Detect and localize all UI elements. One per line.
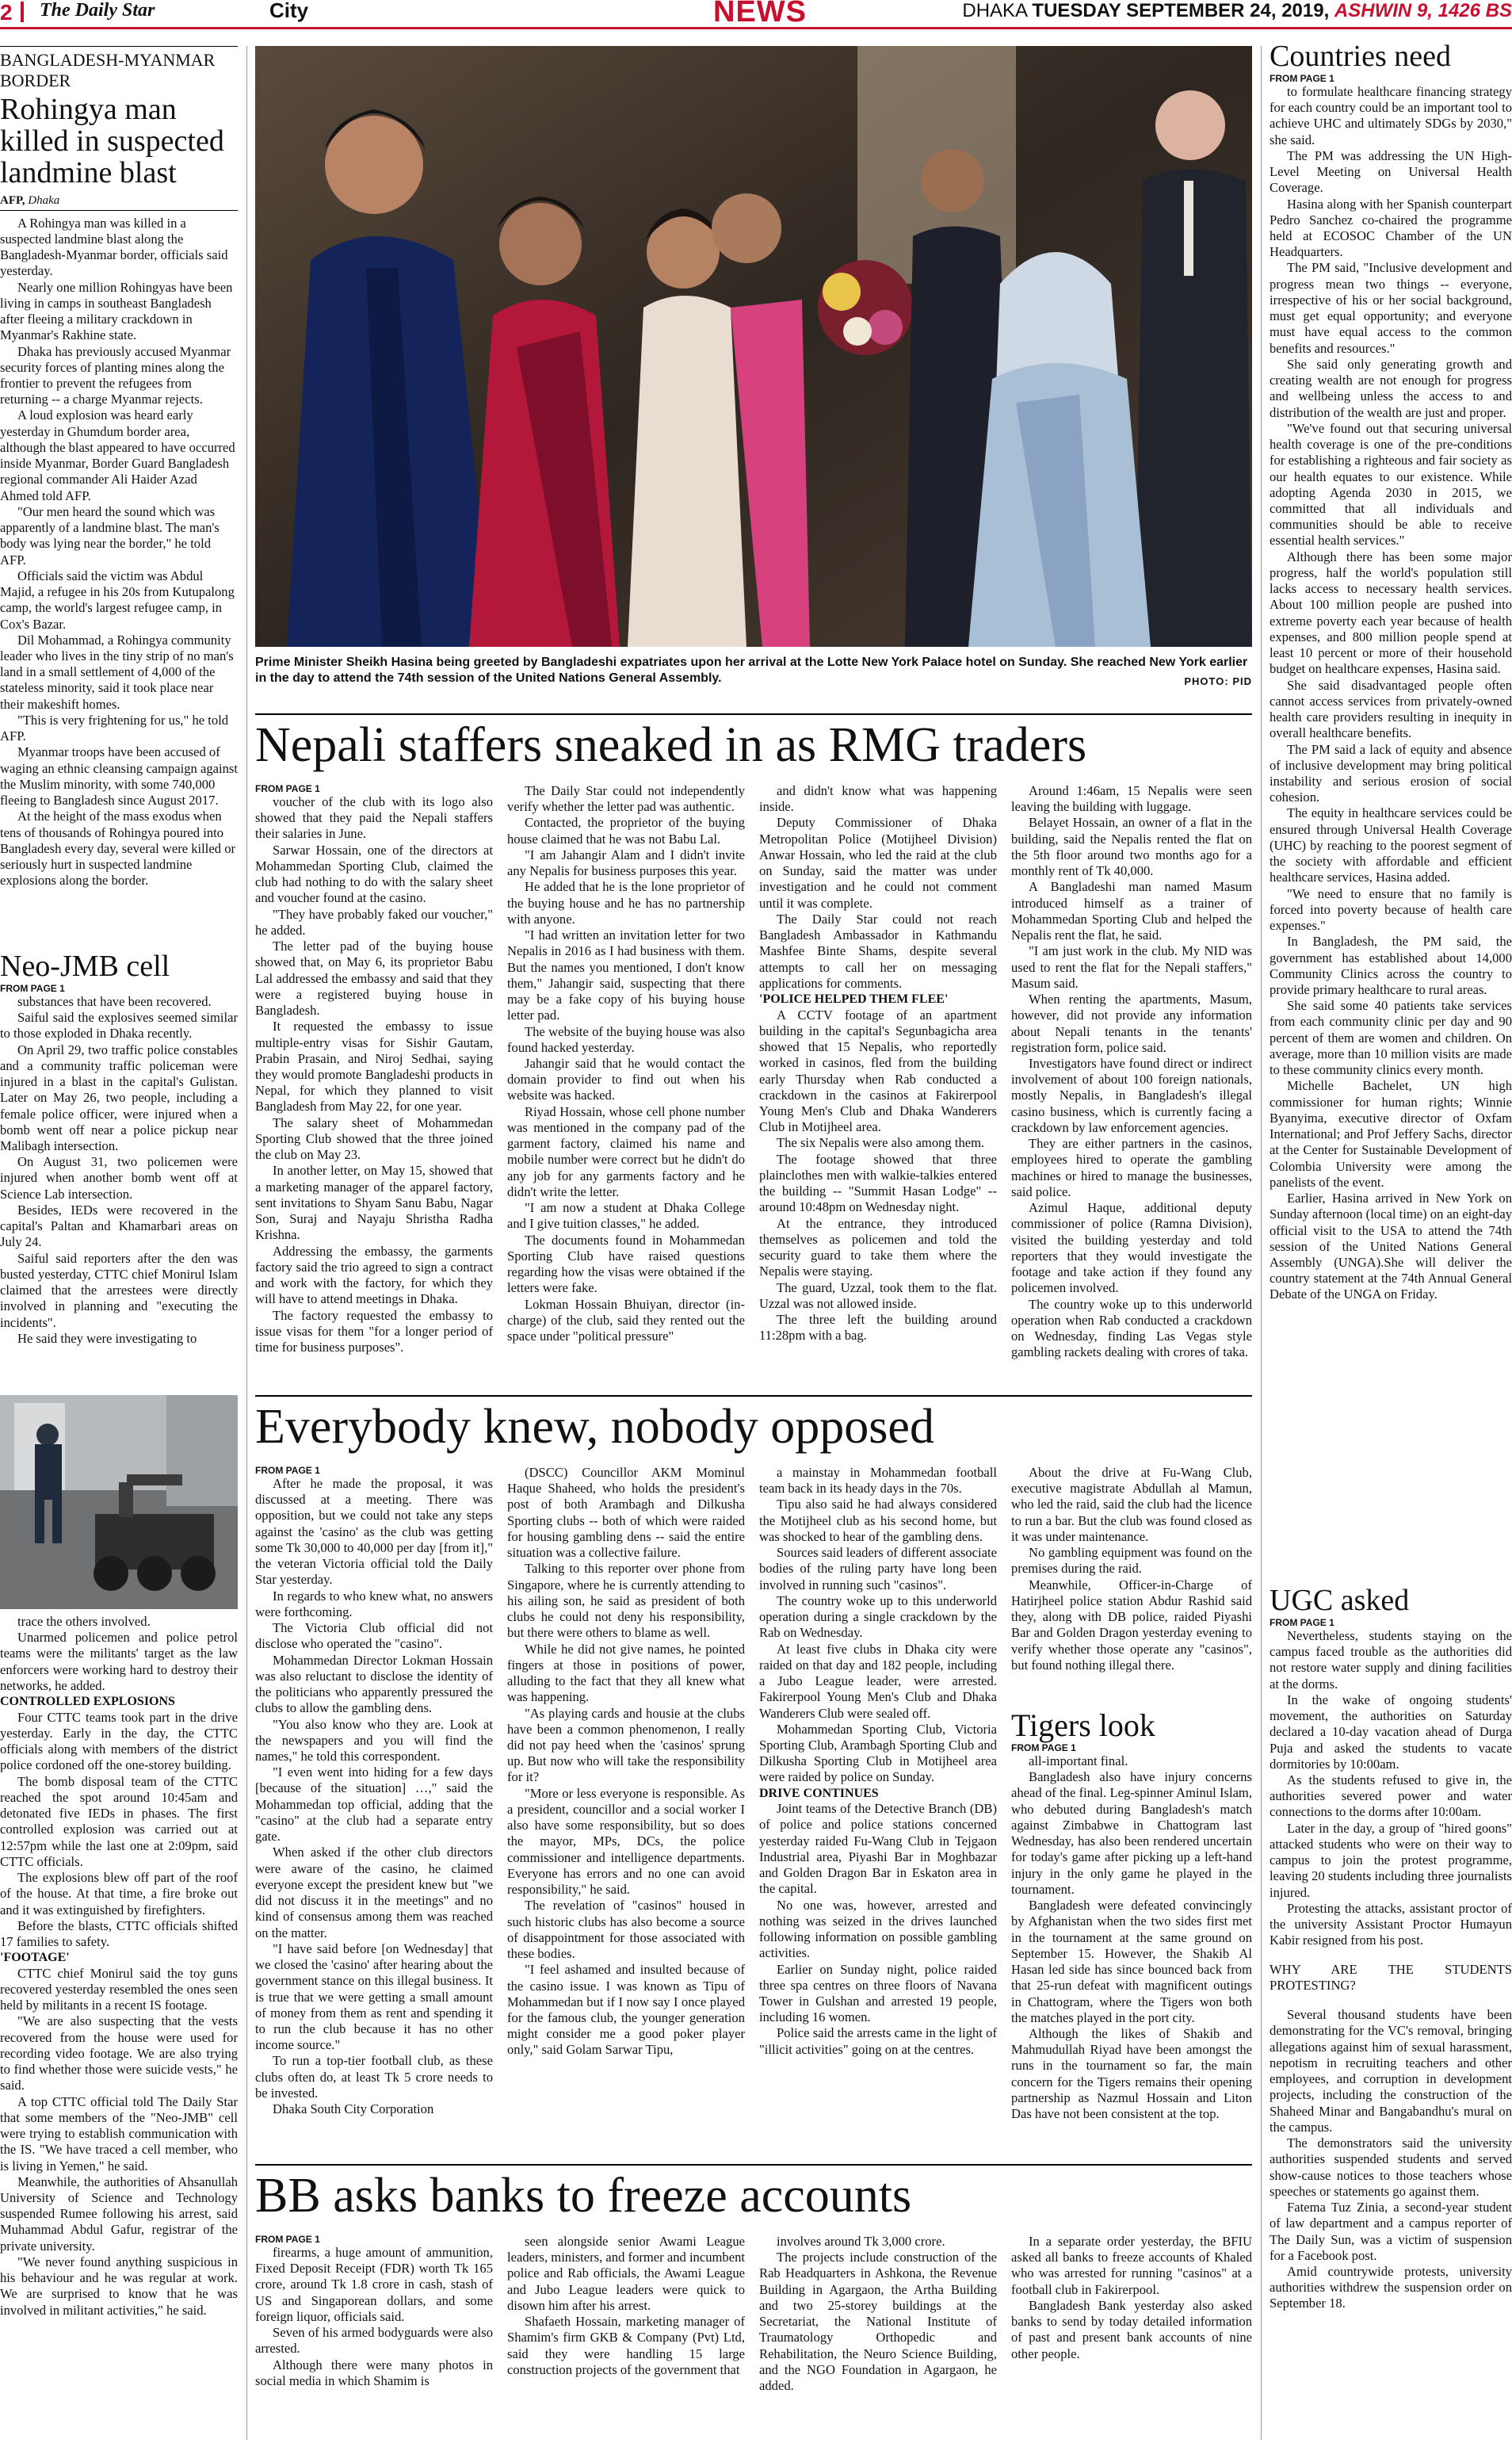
- everybody-paragraph: Joint teams of the Detective Branch (DB) of police and police stations concerned yesterday raided Fu-Wang Club in Tejgaon Industrial area, Piyashi Bar in Moghbazar and Golden Dragon Bar in Eskaton area in the capital.: [759, 1801, 997, 1897]
- everybody-from-page: FROM PAGE 1: [255, 1465, 320, 1476]
- everybody-paragraph: At least five clubs in Dhaka city were raided on that day and 182 people, including a Jubo League leader, were arrested. Fakirerpool Young Men's Club and Dhaka Wanderers Club were sealed off.: [759, 1641, 997, 1721]
- everybody-col3b-text: [759, 1801, 997, 2058]
- nepali-col3b-text: [759, 1007, 997, 1344]
- nepali-paragraph: The Daily Star could not independently verify whether the letter pad was authentic.: [507, 783, 745, 815]
- countries-paragraph: Michelle Bachelet, UN high commissioner for human rights; Winnie Byanyima, executive director of Oxfam International; and Prof Jeffery Sachs, director at the Center for Sustainable Development of Colombia University were among the panelists of the event.: [1270, 1078, 1512, 1190]
- nepali-paragraph: The six Nepalis were also among them.: [777, 1135, 985, 1151]
- countries-headline[interactable]: Countries need: [1270, 40, 1452, 73]
- header-divider: [21, 2, 24, 22]
- rohingya-paragraph: A Rohingya man was killed in a suspected landmine blast along the Bangladesh-Myanmar border, officials said yesterday.: [0, 215, 228, 279]
- neojmb-body-bottom: [0, 1614, 238, 2319]
- countries-body: [1270, 84, 1512, 1590]
- nepali-headline[interactable]: Nepali staffers sneaked in as RMG traders: [255, 718, 1087, 772]
- rohingya-paragraph: A loud explosion was heard early yesterday in Ghumdum border area, although the blast appeared to have occurred inside Myanmar, Border Guard Bangladesh regional commander Ali Haider Azad Ahmed told AFP.: [0, 407, 235, 503]
- bb-col4-text: [1011, 2234, 1252, 2362]
- nepali-paragraph: The factory requested the embassy to issue visas for them "for a longer period of time for business purposes".: [255, 1307, 493, 1355]
- ugc-headline[interactable]: UGC asked: [1270, 1584, 1410, 1617]
- nepali-paragraph: He added that he is the lone proprietor of the buying house and he has no partnership with anyone.: [507, 879, 745, 927]
- everybody-paragraph: Tipu also said he had always considered the Motijheel club as his second home, but was shocked to hear of the gambling dens.: [759, 1497, 997, 1544]
- bb-from-page: FROM PAGE 1: [255, 2234, 320, 2245]
- rohingya-byline: [0, 194, 238, 211]
- bb-col1: [255, 2234, 493, 2440]
- bb-paragraph: Bangladesh Bank yesterday also asked banks to send by today detailed information of past and present bank accounts of nine other people.: [1011, 2297, 1252, 2361]
- neojmb-paragraph: Besides, IEDs were recovered in the capital's Paltan and Khamarbari areas on July 24.: [0, 1202, 238, 1250]
- everybody-paragraph: When asked if the other club directors were aware of the casino, he claimed everyone except the president knew but "we did not discuss it in the meetings" and no kind of consensus among them was reached on the matter.: [255, 1845, 493, 1940]
- bomb-disposal-photo: [0, 1395, 238, 1609]
- neojmb-paragraph: CTTC chief Monirul said the toy guns recovered yesterday resembled the ones seen held by militants in a recent IS footage.: [0, 1965, 238, 2013]
- nepali-paragraph: When renting the apartments, Masum, however, did not provide any information about Nepali tenants in the tenants' registration form, police said.: [1011, 992, 1252, 1055]
- ugc-paragraph: Later in the day, a group of "hired goons" attacked students who were on their way to campus to join the protest programme, leaving 20 students including three journalists injured.: [1270, 1820, 1512, 1900]
- bb-col2: [507, 2234, 745, 2440]
- nepali-paragraph: It requested the embassy to issue multiple-entry visas for Sishir Gautam, Prabin Prasain, and Niroj Sedhai, saying they would promote Bangladeshi products in Nepal, for which they planned to visit Bangladesh from May 22, for one year.: [255, 1019, 493, 1114]
- everybody-col2: [507, 1465, 745, 2154]
- everybody-paragraph: "As playing cards and housie at the clubs have been a common phenomenon, I really did not pay heed when the 'casinos' sprung up. But now who will take the responsibility for it?: [507, 1705, 745, 1785]
- nepali-paragraph: The website of the buying house was also found hacked yesterday.: [507, 1023, 745, 1055]
- countries-paragraph: The PM was addressing the UN High-Level Meeting on Universal Health Coverage.: [1270, 147, 1512, 196]
- everybody-paragraph: Dhaka South City Corporation: [273, 2101, 434, 2117]
- everybody-paragraph: To run a top-tier football club, as these clubs often do, at least Tk 5 crore needs to be invested.: [255, 2053, 493, 2101]
- bb-paragraph: seen alongside senior Awami League leaders, ministers, and former and incumbent police and Rab officials, the Awami League and Jubo League leaders were quick to disown him after his arrest.: [507, 2234, 745, 2313]
- neojmb-paragraph: On April 29, two traffic police constables and a community traffic policeman were injured in a blast in the capital's Gulistan. Later on May 26, two people, including a female police officer, were injured when a bomb went off near a police pickup near Malibagh intersection.: [0, 1042, 238, 1153]
- neojmb-paragraph: trace the others involved.: [17, 1614, 151, 1629]
- neojmb-paragraph: Before the blasts, CTTC officials shifted 17 families to safety.: [0, 1917, 238, 1949]
- neojmb-paragraph: Four CTTC teams took part in the drive yesterday. Early in the day, the CTTC officials along with members of the district police cordoned off the one-storey building.: [0, 1709, 238, 1773]
- bb-paragraph: The projects include construction of the Rab Headquarters in Ashkona, the Revenue Building in Agargaon, the Artha Building and two 25-storey buildings at the Secretariat, the National Institute of Traumatology Orthopedic and Rehabilitation, the Neuro Science Building, and the NGO Foundation in Agargaon, he added.: [759, 2250, 997, 2394]
- ugc-article: [1270, 1585, 1512, 2312]
- nepali-paragraph: voucher of the club with its logo also showed that they paid the Nepali staffers their salaries in June.: [255, 794, 493, 842]
- countries-paragraph: In Bangladesh, the PM said, the government has established about 14,000 Community Clinics across the country to provide primary healthcare to rural areas.: [1270, 934, 1512, 998]
- everybody-paragraph: Meanwhile, Officer-in-Charge of Hatirjheel police station Abdur Rashid said they, along with DB police, raided Piyashi Bar and Golden Dragon yesterday evening to verify whether those operate any "casinos", but found nothing illegal there.: [1011, 1577, 1252, 1673]
- nepali-paragraph: They are either partners in the casinos, employees hired to operate the gambling machines or hired to manage the businesses, said police.: [1011, 1136, 1252, 1199]
- everybody-paragraph: The country woke up to this underworld operation during a single crackdown by the Rab on Wednesday.: [759, 1592, 997, 1641]
- everybody-paragraph: Sources said leaders of different associate bodies of the ruling party have long been involved in running such "casinos".: [759, 1545, 997, 1592]
- photo-credit-label: PHOTO:: [1184, 675, 1229, 687]
- neojmb-from-page: FROM PAGE 1: [0, 982, 65, 994]
- countries-paragraph: She said only generating growth and creating wealth are not enough for progress and wellbeing unless the access to and distribution of the wealth are just and proper.: [1270, 356, 1512, 420]
- ugc-paragraph: In the wake of ongoing students' movement, the authorities on Saturday declared a 10-day vacation ahead of Durga Puja and asked the students to vacate dormitories by 10:00am.: [1270, 1692, 1512, 1772]
- section-label: City: [269, 0, 309, 22]
- ugc-paragraph: Protesting the attacks, assistant proctor of the university Assistant Proctor Humayun Kabir resigned from his post.: [1270, 1900, 1512, 1948]
- everybody-col4: [1011, 1465, 1252, 1703]
- everybody-paragraph: The Victoria Club official did not disclose who operated the "casino".: [255, 1620, 493, 1652]
- nepali-paragraph: The guard, Uzzal, took them to the flat. Uzzal was not allowed inside.: [759, 1279, 997, 1311]
- tigers-paragraph: Bangladesh also have injury concerns ahead of the final. Leg-spinner Aminul Islam, who debuted during Bangladesh's match against Zimbabwe in Chattogram last Wednesday, has also been rendered uncertain for today's game after picking up a left-hand injury in the only game he played in the tournament.: [1011, 1769, 1252, 1897]
- everybody-paragraph: While he did not give names, he pointed fingers at those in positions of power, alluding to the fact that they all knew what was happening.: [507, 1641, 745, 1705]
- countries-paragraph: The PM said a lack of equity and absence of inclusive development may bring political instability and serious erosion of social cohesion.: [1270, 741, 1512, 805]
- countries-paragraph: to formulate healthcare financing strategy for each country could be an important tool to achieve UHC and ultimately SDGs by 2030," she said.: [1270, 83, 1512, 147]
- neojmb-paragraph: Meanwhile, the authorities of Ahsanullah University of Science and Technology suspended Rumee following his arrest, said Muhammad Abdul Gafur, registrar of the private university.: [0, 2173, 238, 2254]
- neojmb-subhead: CONTROLLED EXPLOSIONS: [0, 1695, 175, 1709]
- countries-paragraph: The equity in healthcare services could be ensured through Universal Health Coverage (UHC) by reaching to the poorest segment of the society with affordable and efficient healthcare services, Hasina added.: [1270, 805, 1512, 885]
- tigers-from-page: FROM PAGE 1: [1011, 1742, 1076, 1753]
- rohingya-paragraph: "This is very frightening for us," he told AFP.: [0, 712, 229, 744]
- countries-paragraph: The PM said, "Inclusive development and progress mean two things -- everyone, irrespective of his or her social background, must get equal opportunity; and everyone must have equal access to the common benefits and resources.": [1270, 260, 1512, 356]
- tigers-paragraph: Bangladesh were defeated convincingly by Afghanistan when the two sides first met in the tournament at the same ground on September 15. However, the Shakib Al Hasan led side has since bounced back from that 25-run defeat with magnificent outings in Chattogram, where the Tigers won both the matches played in the port city.: [1011, 1898, 1252, 2025]
- nepali-col2: [507, 783, 745, 1386]
- nepali-paragraph: "I am just work in the club. My NID was used to rent the flat for the Nepali staffers," Masum said.: [1011, 943, 1252, 991]
- nepali-paragraph: and didn't know what was happening inside.: [759, 783, 997, 815]
- photo-caption-text: Prime Minister Sheikh Hasina being greeted by Bangladeshi expatriates upon her arrival at the Lotte New York Palace hotel on Sunday. She reached New York earlier in the day to attend the 74th session of the United Nations General Assembly.: [255, 656, 1248, 685]
- everybody-col4-text: [1011, 1465, 1252, 1673]
- countries-article: [1270, 41, 1512, 1590]
- nepali-col4-text: [1011, 783, 1252, 1360]
- nepali-paragraph: Deputy Commissioner of Dhaka Metropolitan Police (Motijheel Division) Anwar Hossain, who led the raid at the club on Sunday, said the matter was under investigation and he could not comment until it was complete.: [759, 815, 997, 911]
- everybody-col2-text: [507, 1465, 745, 2059]
- tigers-article: [1011, 1709, 1252, 2166]
- dateline: [962, 0, 1512, 22]
- bb-col2-text: [507, 2234, 745, 2378]
- countries-paragraph: She said some 40 patients take services from each community clinic per day and 90 percent of them are women and children. On average, more than 10 million visits are made to these community clinics every month.: [1270, 998, 1512, 1078]
- neojmb-paragraph: Saiful said the explosives seemed similar to those exploded in Dhaka recently.: [0, 1010, 238, 1042]
- nepali-paragraph: Contacted, the proprietor of the buying house claimed that he was not Babu Lal.: [507, 815, 745, 847]
- neojmb-paragraph: He said they were investigating to: [17, 1330, 197, 1346]
- neojmb-body-top: [0, 994, 238, 1347]
- column-rule-left: [246, 46, 247, 2440]
- dateline-bangla: ASHWIN 9, 1426 BS: [1334, 0, 1512, 21]
- neojmb-subhead: 'FOOTAGE': [0, 1951, 70, 1965]
- neojmb-continued: [0, 1614, 238, 2319]
- rohingya-paragraph: "Our men heard the sound which was apparently of a landmine blast. The man's body was lying near the border," he told AFP.: [0, 503, 220, 568]
- page-header: [0, 0, 1512, 29]
- countries-paragraph: She said disadvantaged people often cannot access services from privately-owned health care providers resulting in inequity in overall healthcare benefits.: [1270, 677, 1512, 741]
- nepali-paragraph: "They have probably faked our voucher," he added.: [255, 906, 493, 938]
- everybody-paragraph: "More or less everyone is responsible. As a president, councillor and a social worker I also have some responsibility, but so does the mayor, MPs, DCs, the police commissioner and intelligence departments. Everyone has errors and no one can avoid responsibility," he said.: [507, 1785, 745, 1898]
- nepali-paragraph: "I am Jahangir Alam and I didn't invite any Nepalis for business purposes this year.: [507, 847, 745, 879]
- photo-caption: [255, 655, 1252, 687]
- rohingya-paragraph: Myanmar troops have been accused of waging an ethnic cleansing campaign against the Muslim minority, with some 740,000 fleeing to Bangladesh since August 2017.: [0, 744, 238, 809]
- nepali-paragraph: The documents found in Mohammedan Sporting Club have raised questions regarding how the visas were obtained if the letters were fake.: [507, 1232, 745, 1296]
- bb-col4: [1011, 2234, 1252, 2440]
- main-photo-illustration: [255, 46, 1252, 647]
- everybody-col3: [759, 1465, 997, 2154]
- countries-paragraph: "We've found out that securing universal health coverage is one of the pre-conditions for establishing a righteous and fair society as our health equates to our existence. While adopting Agenda 2030 in 2015, we committed that all individuals and communities should be able to receive essential health services.": [1270, 420, 1512, 549]
- nepali-paragraph: Belayet Hossain, an owner of a flat in the building, said the Nepalis rented the flat on the 5th floor around two months ago for a monthly rent of Tk 40,000.: [1011, 815, 1252, 879]
- nepali-paragraph: Jahangir said that he would contact the domain provider to find out when his website was hacked.: [507, 1055, 745, 1103]
- photo-credit: [1184, 675, 1252, 687]
- everybody-paragraph: a mainstay in Mohammedan football team back in its heady days in the 70s.: [759, 1465, 997, 1497]
- nepali-from-page: FROM PAGE 1: [255, 783, 320, 794]
- bb-col1-text: [255, 2245, 493, 2389]
- everybody-col1-text: [255, 1476, 493, 2117]
- everybody-paragraph: No gambling equipment was found on the premises during the raid.: [1011, 1545, 1252, 1577]
- bb-top-rule: [255, 2164, 1252, 2166]
- rohingya-article: [0, 46, 238, 889]
- nepali-paragraph: Sarwar Hossain, one of the directors at Mohammedan Sporting Club, claimed the club had nothing to do with the salary sheet and voucher found at the casino.: [255, 842, 493, 906]
- neojmb-paragraph: substances that have been recovered.: [17, 993, 212, 1009]
- nepali-col3: [759, 783, 997, 1386]
- everybody-top-rule: [255, 1395, 1252, 1397]
- everybody-headline[interactable]: Everybody knew, nobody opposed: [255, 1400, 934, 1454]
- ugc-body-2: [1270, 2007, 1512, 2311]
- nepali-top-rule: [255, 713, 1252, 715]
- everybody-paragraph: Mohammedan Sporting Club, Victoria Sporting Club, Arambagh Sporting Club and Dilkusha Sporting Club in Motijheel area were raided by police on Sunday.: [759, 1721, 997, 1785]
- tigers-paragraph: Although the likes of Shakib and Mahmudullah Riyad have been amongst the runs in the tournament so far, the main concern for the Tigers remains their opening partnership as Nazmul Hossain and Liton Das have not been consistent at the top.: [1011, 2025, 1252, 2122]
- ugc-paragraph: Amid countrywide protests, university authorities withdrew the suspension order on September 18.: [1270, 2263, 1512, 2311]
- dateline-date: TUESDAY SEPTEMBER 24, 2019,: [1032, 0, 1330, 21]
- nepali-subhead: 'POLICE HELPED THEM FLEE': [759, 992, 949, 1007]
- nepali-col1: [255, 783, 493, 1386]
- bb-headline[interactable]: BB asks banks to freeze accounts: [255, 2169, 912, 2223]
- everybody-paragraph: Police said the arrests came in the light of "illicit activities" going on at the centres.: [759, 2025, 997, 2057]
- neojmb-article: [0, 951, 238, 1347]
- ugc-body: [1270, 1628, 1512, 1949]
- ugc-paragraph: Nevertheless, students staying on the campus faced trouble as the authorities did not restore water supply and dining facilities at the dorms.: [1270, 1627, 1512, 1692]
- countries-from-page: FROM PAGE 1: [1270, 72, 1334, 84]
- tigers-headline[interactable]: Tigers look: [1011, 1707, 1155, 1743]
- everybody-paragraph: "I even went into hiding for a few days [because of the situation] …," said the Mohammedan top official, adding that the "casino" at the club had a separate entry gate.: [255, 1764, 493, 1845]
- neojmb-paragraph: On August 31, two policemen were injured when another bomb went off at Science Lab intersection.: [0, 1154, 238, 1202]
- nepali-col1-text: [255, 794, 493, 1355]
- nepali-col4: [1011, 783, 1252, 1386]
- bb-col3: [759, 2234, 997, 2440]
- rohingya-paragraph: Nearly one million Rohingyas have been living in camps in southeast Bangladesh after fleeing a military crackdown in Myanmar's Rakhine state.: [0, 279, 233, 343]
- nepali-paragraph: "I had written an invitation letter for two Nepalis in 2016 as I had business with them. But the names you mentioned, I don't know them," Jahangir said, suspecting that there may be a fake copy of his buying house letter pad.: [507, 927, 745, 1023]
- neojmb-headline[interactable]: Neo-JMB cell: [0, 950, 170, 983]
- everybody-paragraph: No one was, however, arrested and nothing was seized in the drives launched following information on possible gambling activities.: [759, 1897, 997, 1961]
- rohingya-headline[interactable]: Rohingya man killed in suspected landmine blast: [0, 93, 224, 189]
- ugc-paragraph: As the students refused to give in, the authorities severed power and water connections to the dorms after 10:00am.: [1270, 1772, 1512, 1820]
- rohingya-paragraph: At the height of the mass exodus when tens of thousands of Rohingya poured into Bangladesh every day, several were killed or seriously hurt in suspected landmine explosions along the border.: [0, 809, 236, 889]
- main-photo: [255, 46, 1252, 647]
- neojmb-paragraph: "We are also suspecting that the vests recovered from the house were used for recording video footage. We are also trying to find whether those were suicide vests," he said.: [0, 2013, 238, 2093]
- nepali-paragraph: The three left the building around 11:28pm with a bag.: [759, 1312, 997, 1344]
- nepali-paragraph: Azimul Haque, additional deputy commissioner of police (Ramna Division), visited the building yesterday and told reporters that they would investigate the footage and take action if they found any policemen involved.: [1011, 1200, 1252, 1296]
- rohingya-body: [0, 216, 238, 889]
- rohingya-paragraph: Dil Mohammad, a Rohingya community leader who lives in the tiny strip of no man's land in a small settlement of 4,000 of the stateless minority, said it took place near their makeshift homes.: [0, 632, 234, 712]
- everybody-paragraph: "You also know who they are. Look at the newspapers and you will find the names," he told this correspondent.: [255, 1716, 493, 1764]
- rohingya-paragraph: Officials said the victim was Abdul Majid, a refugee in his 20s from Kutupalong camp, the world's largest refugee camp, in Cox's Bazar.: [0, 568, 235, 632]
- everybody-paragraph: "I feel ashamed and insulted because of the casino issue. I was known as Tipu of Mohammedan but if I now say I once played for the famous club, the younger generation might consider me a good poker player only," said Golam Sarwar Tipu,: [507, 1962, 745, 2058]
- neojmb-paragraph: Saiful said reporters after the den was busted yesterday, CTTC chief Monirul Islam claimed that the arrestees were directly involved in planning and "executing the incidents".: [0, 1250, 238, 1330]
- ugc-paragraph: The demonstrators said the university authorities suspended students and served show-cause notices to those teachers whose speeches or statements go against them.: [1270, 2135, 1512, 2199]
- tigers-paragraph: all-important final.: [1029, 1753, 1128, 1768]
- everybody-paragraph: (DSCC) Councillor AKM Mominul Haque Shaheed, who holds the president's post of both Arambagh and Dilkusha Sporting clubs -- both of which were raided for housing gambling dens -- said the entire situation was a collective failure.: [507, 1465, 745, 1561]
- countries-paragraph: Although there has been some major progress, half the world's population still lacks access to necessary health services. About 100 million people are pushed into extreme poverty each year because of health expenses, and 800 million people spend at least 10 percent or more of their household budget on healthcare expenses, Hasina said.: [1270, 549, 1512, 677]
- everybody-paragraph: Mohammedan Director Lokman Hossain was also reluctant to disclose the identity of the politicians who apparently pressured the clubs to allow the gambling dens.: [255, 1652, 493, 1716]
- everybody-paragraph: Earlier on Sunday night, police raided three spa centres on three floors of Navana Tower in Gulshan and arrested 19 people, including 16 women.: [759, 1961, 997, 2025]
- nepali-paragraph: The letter pad of the buying house showed that, on May 6, its proprietor Babu Lal addressed the embassy and said that they were a registered buying house in Bangladesh.: [255, 939, 493, 1019]
- rohingya-place: Dhaka: [28, 193, 60, 207]
- nepali-paragraph: Investigators have found direct or indirect involvement of about 100 foreign nationals, mostly Nepalis, in Bangladesh's illegal casino business, which is currently facing a crackdown by law enforcement agencies.: [1011, 1055, 1252, 1135]
- neojmb-paragraph: A top CTTC official told The Daily Star that some members of the "Neo-JMB" cell were trying to establish communication with the IS. "We have traced a cell member, who is living in Yemen," he said.: [0, 2093, 238, 2173]
- everybody-subhead: DRIVE CONTINUES: [759, 1786, 879, 1800]
- rohingya-agency: AFP,: [0, 193, 25, 207]
- bb-paragraph: Seven of his armed bodyguards were also arrested.: [255, 2325, 493, 2357]
- news-label: NEWS: [713, 0, 807, 29]
- ugc-subhead: WHY ARE THE STUDENTS PROTESTING?: [1270, 1962, 1512, 1994]
- neojmb-paragraph: The explosions blew off part of the roof of the house. At that time, a fire broke out and it was extinguished by firefighters.: [0, 1870, 238, 1917]
- page-number: 2: [0, 0, 13, 25]
- rohingya-kicker: BANGLADESH-MYANMAR BORDER: [0, 46, 238, 91]
- nepali-paragraph: Around 1:46am, 15 Nepalis were seen leaving the building with luggage.: [1011, 783, 1252, 815]
- nepali-paragraph: "I am now a student at Dhaka College and I give tuition classes," he added.: [507, 1200, 745, 1232]
- bb-paragraph: Shafaeth Hossain, marketing manager of Shamim's firm GKB & Company (Pvt) Ltd, said they were handling 15 large construction projects of the government that: [507, 2314, 745, 2377]
- ugc-from-page: FROM PAGE 1: [1270, 1616, 1334, 1628]
- countries-paragraph: "We need to ensure that no family is forced into poverty because of health care expenses.": [1270, 885, 1512, 934]
- masthead: The Daily Star: [40, 0, 155, 21]
- bomb-disposal-illustration: [0, 1395, 238, 1609]
- ugc-paragraph: Several thousand students have been demonstrating for the VC's removal, bringing allegations against him of sexual harassment, nepotism in recruiting teachers and other employees, and corruption in development projects, including the construction of the Shaheed Minar and Bangabandhu's mural on the campus.: [1270, 2007, 1512, 2135]
- everybody-paragraph: "I have said before [on Wednesday] that we closed the 'casino' after hearing about the government stance on this illegal business. It is true that we were getting a small amount of money from them as rent and spending it to run the club because it has no other income source.": [255, 1940, 493, 2053]
- neojmb-paragraph: Unarmed policemen and police petrol teams were the militants' target as the law enforcers were working hard to destroy their networks, he added.: [0, 1630, 238, 1693]
- nepali-col2-text: [507, 783, 745, 1344]
- nepali-paragraph: The Daily Star could not reach Bangladesh Ambassador in Kathmandu Mashfee Binte Shams, despite several attempts to call her on messaging applications for comments.: [759, 911, 997, 991]
- photo-credit-name: PID: [1232, 675, 1252, 687]
- ugc-paragraph: Fatema Tuz Zinia, a second-year student of law department and a campus reporter of The Daily Sun, was a victim of suspension for a Facebook post.: [1270, 2200, 1512, 2263]
- tigers-body: [1011, 1753, 1252, 2166]
- neojmb-paragraph: "We never found anything suspicious in his behaviour and he was regular at work. We are surprised to know that he was involved in militant activities," he said.: [0, 2254, 238, 2318]
- neojmb-paragraph: The bomb disposal team of the CTTC reached the spot around 10:45am and detonated five IEDs in phases. The first controlled explosion was carried out at 12:57pm while the last one at 2:09pm, said CTTC officials.: [0, 1773, 238, 1869]
- column-rule-right: [1261, 46, 1262, 2440]
- nepali-paragraph: The salary sheet of Mohammedan Sporting Club showed that the three joined the club on May 23.: [255, 1114, 493, 1163]
- everybody-col3-text: [759, 1465, 997, 1786]
- bb-col3-text: [759, 2234, 997, 2394]
- bb-paragraph: Although there were many photos in social media in which Shamim is: [255, 2357, 493, 2388]
- nepali-paragraph: At the entrance, they introduced themselves as policemen and told the security guard to take them where the Nepalis were staying.: [759, 1215, 997, 1279]
- everybody-paragraph: Talking to this reporter over phone from Singapore, where he is currently attending to his ailing son, he said as president of both clubs he could not deny his responsibility, but there were others to blame as well.: [507, 1561, 745, 1641]
- rohingya-paragraph: Dhaka has previously accused Myanmar security forces of planting mines along the frontier to prevent the refugees from returning -- a charge Myanmar rejects.: [0, 343, 231, 407]
- nepali-paragraph: Riyad Hossain, whose cell phone number was mentioned in the company pad of the garment factory, claimed his name and mobile number were correct but he didn't do any job for any garments factory and he didn't write the letter.: [507, 1103, 745, 1199]
- nepali-paragraph: A CCTV footage of an apartment building in the capital's Segunbagicha area showed that 15 Nepalis, who reportedly worked in casinos, fled from the building early Thursday when Rab conducted a crackdown in the casinos at Fakirerpool Young Men's Club and Dhaka Wanderers Club in Motijheel area.: [759, 1007, 997, 1135]
- nepali-paragraph: Lokman Hossain Bhuiyan, director (in-charge) of the club, said they rented out the space under "political pressure": [507, 1296, 745, 1344]
- everybody-col1: [255, 1465, 493, 2154]
- everybody-paragraph: In regards to who knew what, no answers were forthcoming.: [255, 1588, 493, 1619]
- nepali-paragraph: A Bangladeshi man named Masum introduced himself as a trainer of Mohammedan Sporting Club and helped the Nepalis rent the flat, he said.: [1011, 879, 1252, 943]
- bb-paragraph: involves around Tk 3,000 crore.: [777, 2234, 945, 2249]
- nepali-col3-text: [759, 783, 997, 992]
- everybody-paragraph: About the drive at Fu-Wang Club, executive magistrate Abdullah al Mamun, who led the raid, said the club had the licence to run a bar. But the club was found closed as it was under maintenance.: [1011, 1465, 1252, 1544]
- bb-paragraph: In a separate order yesterday, the BFIU asked all banks to freeze accounts of Khaled who was arrested for running "casinos" at a football club in Fakirerpool.: [1011, 2234, 1252, 2297]
- countries-paragraph: Earlier, Hasina arrived in New York on Sunday afternoon (local time) on an eight-day official visit to the USA to attend the 74th session of the United Nations General Assembly (UNGA).She will deliver the country statement at the 74th Annual General Debate of the UNGA on Friday.: [1270, 1191, 1512, 1302]
- everybody-paragraph: After he made the proposal, it was discussed at a meeting. There was opposition, but we could not take any steps against the 'casino' as the club was getting some Tk 30,000 to 40,000 per day [from it]," the veteran Victoria official told the Daily Star yesterday.: [255, 1476, 493, 1588]
- nepali-paragraph: The footage showed that three plainclothes men with walkie-talkies entered the building -- "Summit Hasan Lodge" -- around 10:48pm on Wednesday night.: [759, 1151, 997, 1215]
- nepali-paragraph: In another letter, on May 15, showed that a marketing manager of the apparel factory, sent invitations to Shyam Sanu Babu, Nagar Son, Suraj and Nayaju Shristha Radha Krishna.: [255, 1163, 493, 1243]
- nepali-paragraph: The country woke up to this underworld operation when Rab conducted a crackdown on Wednesday, finding Las Vegas style gambling rackets dealing with crores of taka.: [1011, 1296, 1252, 1360]
- everybody-paragraph: The revelation of "casinos" housed in such historic clubs has also become a source of disappointment for those associated with these bodies.: [507, 1898, 745, 1962]
- bb-paragraph: firearms, a huge amount of ammunition, Fixed Deposit Receipt (FDR) worth Tk 165 crore, around Tk 1.8 crore in cash, stash of US and Singaporean dollars, and some foreign liquor, officials said.: [255, 2245, 493, 2324]
- dateline-city: DHAKA: [962, 0, 1027, 21]
- countries-paragraph: Hasina along with her Spanish counterpart Pedro Sanchez co-chaired the programme held at ECOSOC Chamber of the UN Headquarters.: [1270, 196, 1512, 260]
- nepali-paragraph: Addressing the embassy, the garments factory said the trio agreed to sign a contract and work with the factory, for which they will have to attend meetings in Dhaka.: [255, 1243, 493, 1307]
